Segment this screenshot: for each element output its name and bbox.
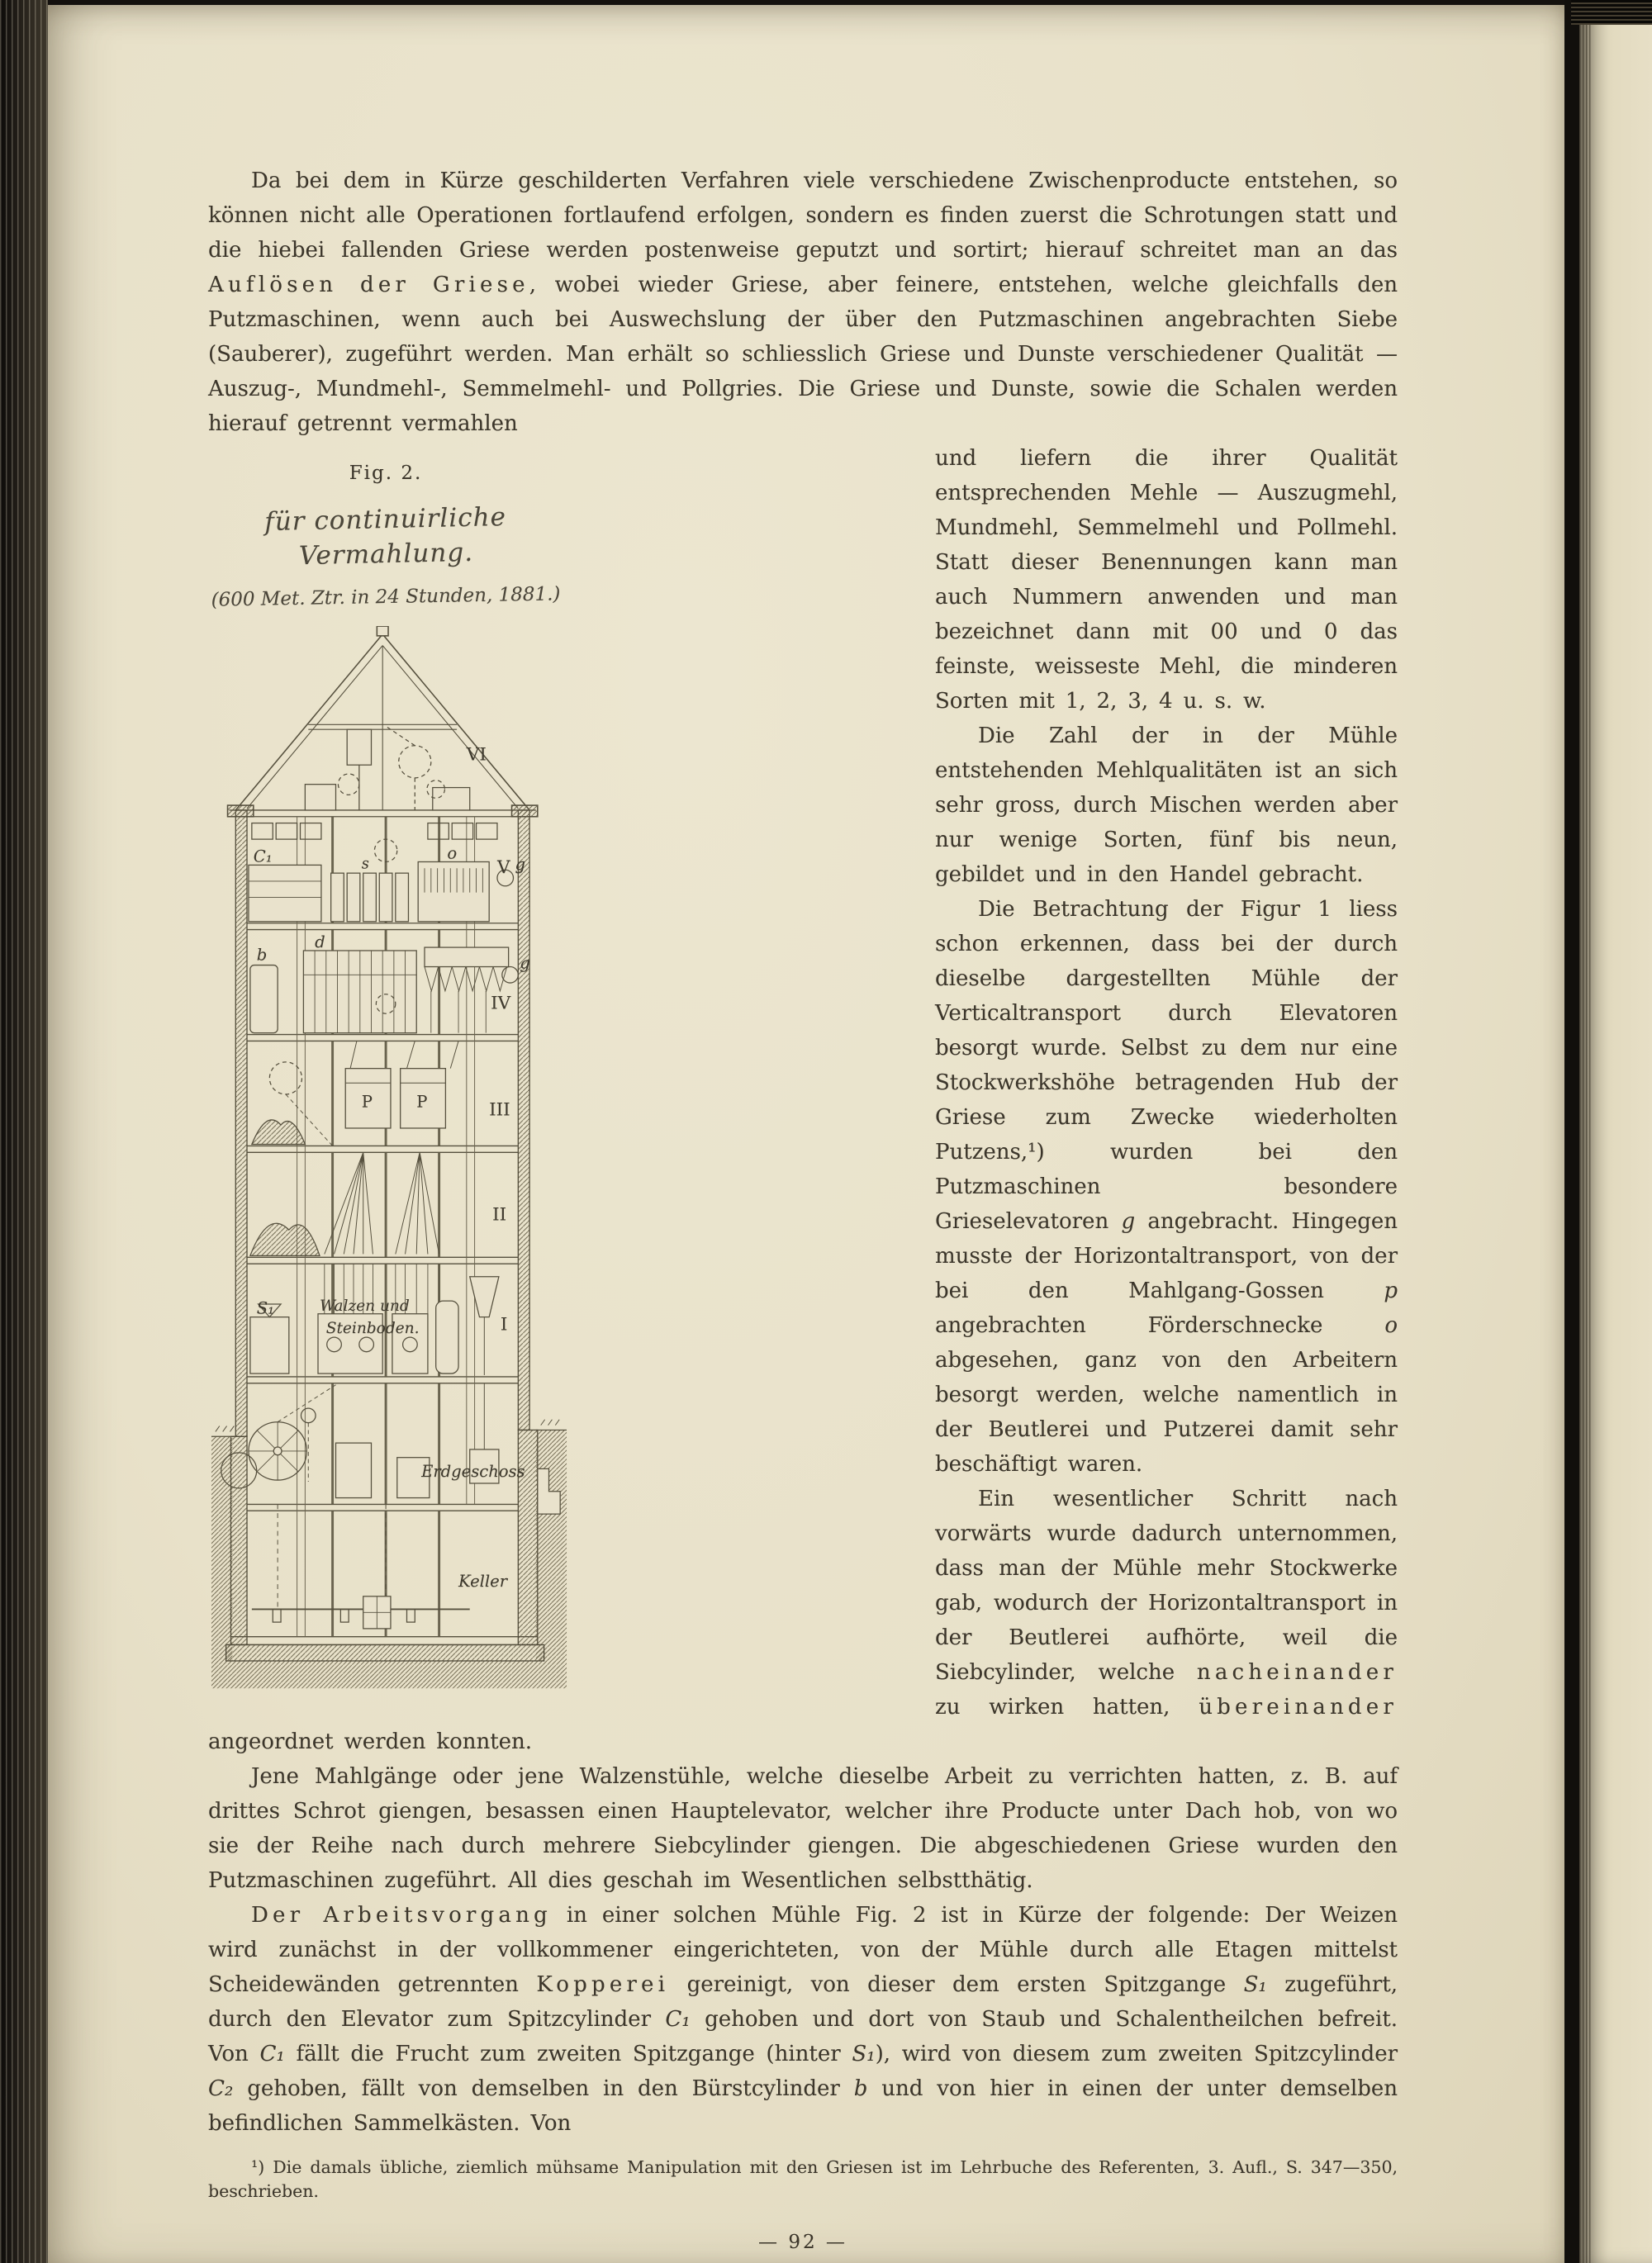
mill-cross-section-drawing — [211, 626, 567, 1700]
page-paper — [48, 5, 1564, 2263]
floor-label-iii: III — [489, 1099, 510, 1121]
figure-number: Fig. 2. — [349, 463, 423, 484]
paragraph-5: Jene Mahlgänge oder jene Walzenstühle, welche dieselbe Arbeit zu verrichten hatten, z. B. auf drittes Schrot giengen, besassen einen Hauptelevator, welcher ihre Producte unter Dach hob, von wo sie der Reihe nach durch mehrere Siebcylinder giengen. Die abgeschiedenen Griese wurden den Putzmaschinen zugeführt. All dies geschah im Wesentlichen selbstthätig. — [208, 1764, 1398, 1893]
figure-captions — [208, 456, 563, 614]
book-fore-edge-pages — [0, 0, 48, 2263]
figure-caption-handwritten: für continuirliche Vermahlung. — [263, 501, 507, 572]
figure-2 — [208, 449, 935, 1700]
paragraph-1-continued: und liefern die ihrer Qualität entsprechenden Mehle — Auszugmehl, Mundmehl, Semmelmehl und Pollmehl. Statt dieser Benennungen kann man auch Nummern anwenden und man bezeichnet dann mit 00 und 0 das feinste, weisseste Mehl, die minderen Sorten mit 1, 2, 3, 4 u. s. w. — [935, 446, 1398, 714]
part-label-p2: P — [416, 1092, 428, 1112]
part-label-d: d — [315, 932, 325, 952]
part-label-o: o — [447, 843, 458, 863]
paragraph-1: Da bei dem in Kürze geschilderten Verfahren viele verschiedene Zwischenproducte entstehen, so können nicht alle Operationen fortlaufend erfolgen, sondern es finden zuerst die Schrotungen statt und die hiebei fallenden Griese werden postenweise geputzt und sortirt; hierauf schreitet man an das Auflösen der Griese, wobei wieder Griese, aber feinere, entstehen, welche gleichfalls den Putzmaschinen, wenn auch bei Auswechslung der über den Putzmaschinen angebrachten Siebe (Sauberer), zugeführt werden. Man erhält so schliesslich Griese und Dunste verschiedener Qualität — Auszug-, Mundmehl-, Semmelmehl- und Pollgries. Die Griese und Dunste, sowie die Schalen werden hierauf getrennt vermahlen — [208, 168, 1398, 436]
footnote: ¹) Die damals übliche, ziemlich mühsame Manipulation mit den Griesen ist im Lehrbuche des Referenten, 3. Aufl., S. 347—350, beschrieben. — [208, 2157, 1398, 2201]
floor-label-iv: IV — [491, 993, 511, 1014]
floor-3-machinery — [252, 1041, 458, 1146]
part-label-b: b — [256, 945, 268, 965]
floor-label-ii: II — [492, 1204, 507, 1226]
paragraph-4: Ein wesentlicher Schritt nach vorwärts wurde dadurch unternommen, dass man der Mühle mehr Stockwerke gab, wodurch der Horizontaltransport in der Beutlerei aufhörte, weil die Siebcylinder, welche nacheinander zu wirken hatten, übereinander angeordnet werden konnten. — [208, 1487, 1398, 1754]
part-label-g2: g — [520, 953, 530, 973]
basement-machinery — [252, 1504, 470, 1629]
ground-floor-machinery — [221, 1383, 560, 1514]
room-label-line2: Steinboden. — [325, 1320, 420, 1338]
floor-label-keller: Keller — [458, 1572, 508, 1592]
floor-5-machinery — [249, 823, 514, 922]
attic-machinery — [305, 726, 469, 810]
page-content — [208, 164, 1398, 2260]
book-right-edge — [1564, 0, 1652, 2263]
floor-4-machinery — [250, 947, 518, 1033]
floor-label-v: V — [496, 857, 510, 879]
paragraph-2: Die Zahl der in der Mühle entstehenden Mehlqualitäten ist an sich sehr gross, durch Mischen werden aber nur wenige Sorten, fünf bis neun, gebildet und in den Handel gebracht. — [935, 723, 1398, 887]
room-label-line1: Walzen und — [319, 1297, 410, 1315]
part-label-c1: C₁ — [253, 847, 273, 866]
adjacent-page-edge — [1579, 0, 1652, 2263]
part-label-p1: P — [361, 1092, 373, 1112]
floor-label-vi: VI — [466, 744, 487, 766]
part-label-g1: g — [515, 855, 525, 875]
floor-label-erdgeschoss: Erdgeschoss — [421, 1462, 525, 1482]
part-label-s1: S₁ — [256, 1298, 274, 1318]
page-number: — 92 — — [758, 2232, 847, 2253]
roof — [228, 626, 538, 817]
floor-2-machinery — [250, 1152, 439, 1255]
paragraph-6: Der Arbeitsvorgang in einer solchen Mühle Fig. 2 ist in Kürze der folgende: Der Weizen wird zunächst in der vollkommener eingerichteten, von der Mühle durch alle Etagen mittelst Scheidewänden getrennten Kopperei gereinigt, von dieser dem ersten Spitzgange S₁ zugeführt, durch den Elevator zum Spitzcylinder C₁ gehoben und dort von Staub und Schalentheilchen befreit. Von C₁ fällt die Frucht zum zweiten Spitzgange (hinter S₁), wird von diesem zum zweiten Spitzcylinder C₂ gehoben, fällt von demselben in den Bürstcylinder b und von hier in einen der unter demselben befindlichen Sammelkästen. Von — [208, 1903, 1398, 2136]
figure-subcaption-handwritten: (600 Met. Ztr. in 24 Stunden, 1881.) — [211, 583, 561, 611]
paragraph-3: Die Betrachtung der Figur 1 liess schon erkennen, dass bei der durch dieselbe dargestellten Mühle der Verticaltransport durch Elevatoren besorgt wurde. Selbst zu dem nur eine Stockwerkshöhe betragenden Hub der Griese zum Zwecke wiederholten Putzens,¹) wurden bei den Putzmaschinen besondere Grieselevatoren g angebracht. Hingegen musste der Horizontaltransport, von der bei den Mahlgang-Gossen p angebrachten Förderschnecke o abgesehen, ganz von den Arbeitern besorgt werden, welche namentlich in der Beutlerei und Putzerei damit sehr beschäftigt waren. — [935, 897, 1398, 1477]
floor-label-i: I — [500, 1314, 508, 1336]
part-label-s: s — [361, 856, 369, 873]
book-head-edge — [1571, 0, 1652, 25]
